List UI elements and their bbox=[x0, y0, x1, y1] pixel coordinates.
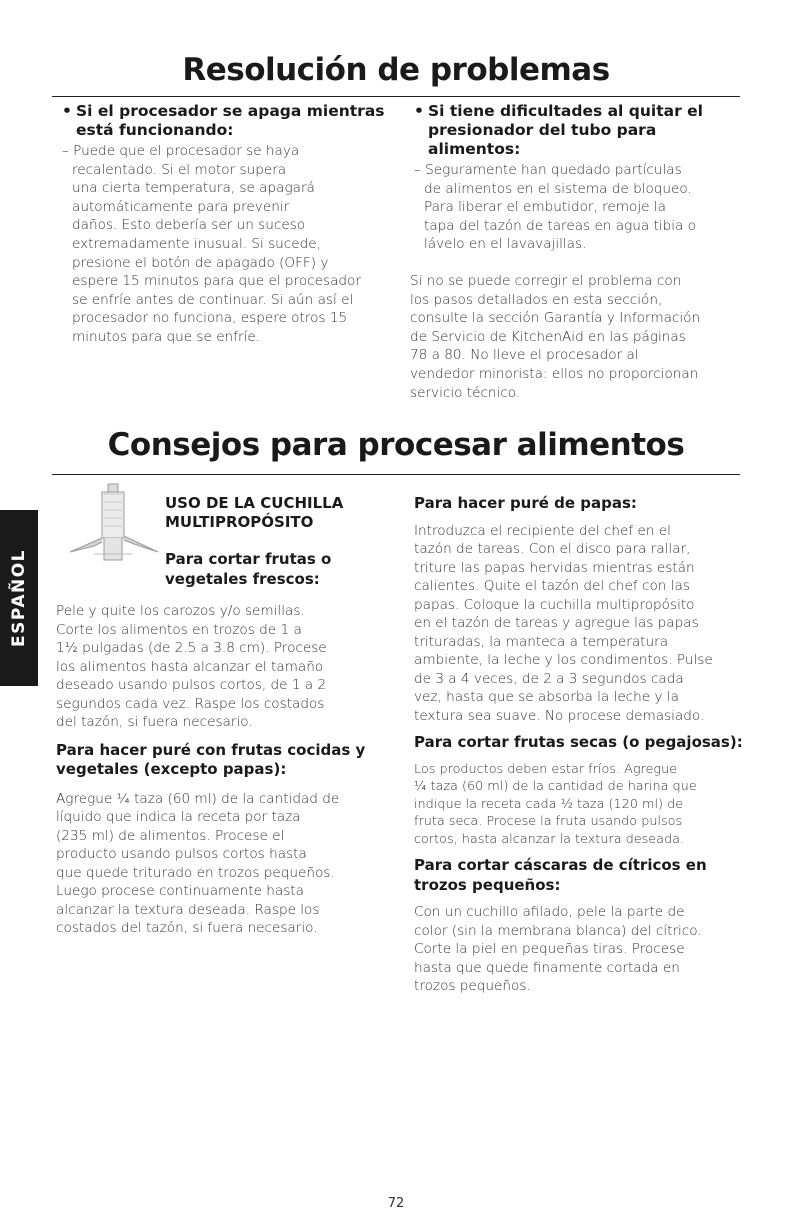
blade-heading-text: USO DE LA CUCHILLA MULTIPROPÓSITO bbox=[165, 494, 344, 531]
bullet-icon: • bbox=[414, 102, 424, 120]
shutdown-text: – Puede que el procesador se haya recalentado. Si el motor supera una cierta temperatura, se apagará automáticamente para prevenir daños. Esto debería ser un suceso extremadamente inusual. Si sucede, presione el botón de apagado (OFF) y espere 15 minutos para que el procesador se enfríe antes de continuar. Si aún así el procesador no funciona, espere otros 15 minutos para que se enfríe. bbox=[62, 143, 361, 345]
fresh-produce-text: Pele y quite los carozos y/o semillas. Corte los alimentos en trozos de 1 a 1½ pulgadas (de 2.5 a 3.8 cm). Procese los alimentos hasta alcanzar el tamaño deseado usando pulsos cortos, de 1 a 2 segundos cada vez. Raspe los costados del tazón, si fuera necesario. bbox=[56, 603, 327, 730]
cooked-puree-text: Agregue ¼ taza (60 ml) de la cantidad de líquido que indica la receta por taza (235 ml) de alimentos. Procese el producto usando pulsos cortos hasta que quede triturado en trozos pequeños. Luego procese continuamente hasta alcanzar la textura deseada. Raspe los costados del tazón, si fuera necesario. bbox=[56, 790, 340, 936]
language-side-tab: ESPAÑOL bbox=[0, 510, 38, 686]
bullet-icon: • bbox=[62, 102, 72, 120]
section-title-troubleshooting: Resolución de problemas bbox=[182, 52, 610, 88]
bullet-heading-food-pusher: • Si tiene dificultades al quitar el presionador del tubo para alimentos: bbox=[414, 102, 703, 158]
blade-heading bbox=[165, 494, 385, 589]
tips-right-column bbox=[414, 494, 750, 996]
title-rule bbox=[52, 96, 740, 97]
dash-icon: – bbox=[62, 143, 74, 159]
title-rule bbox=[52, 474, 740, 475]
cooked-puree-heading: Para hacer puré con frutas cocidas y vegetales (excepto papas): bbox=[56, 740, 366, 778]
bullet-heading-shutdown: • Si el procesador se apaga mientras está funcionando: bbox=[62, 102, 385, 139]
troubleshoot-right-column bbox=[410, 102, 750, 402]
dried-fruit-text: Los productos deben estar fríos. Agregue ¼ taza (60 ml) de la cantidad de harina que indique la receta cada ½ taza (120 ml) de fruta seca. Procese la fruta usando pulsos cortos, hasta alcanzar la textura deseada. bbox=[414, 761, 697, 847]
troubleshoot-left-column bbox=[58, 102, 388, 347]
tips-left-column bbox=[56, 602, 391, 938]
citrus-peel-heading: Para cortar cáscaras de cítricos en trozos pequeños: bbox=[414, 856, 707, 894]
dash-icon: – bbox=[414, 162, 426, 178]
potato-puree-heading: Para hacer puré de papas: bbox=[414, 494, 637, 512]
fresh-produce-heading: Para cortar frutas o vegetales frescos: bbox=[165, 550, 332, 588]
service-note: Si no se puede corregir el problema con los pasos detallados en esta sección, consulte la sección Garantía y Información de Servicio de KitchenAid en las páginas 78 a 80. No lleve el procesador al vendedor minorista: ellos no proporcionan servicio técnico. bbox=[410, 272, 701, 401]
section-title-tips: Consejos para procesar alimentos bbox=[107, 427, 685, 463]
multipurpose-blade-icon bbox=[64, 482, 164, 574]
potato-puree-text: Introduzca el recipiente del chef en el tazón de tareas. Con el disco para rallar, triture las papas hervidas mientras están calientes. Quite el tazón del chef con las papas. Coloque la cuchilla multipropósito en el tazón de tareas y agregue las papas trituradas, la manteca a temperatura ambiente, la leche y los condimentos. Pulse de 3 a 4 veces, de 2 a 3 segundos cada vez, hasta que se absorba la leche y la textura sea suave. No procese demasiado. bbox=[414, 522, 713, 724]
citrus-peel-text: Con un cuchillo afilado, pele la parte de color (sin la membrana blanca) del cítrico. Corte la piel en pequeñas tiras. Procese hasta que quede finamente cortada en trozos pequeños. bbox=[414, 904, 702, 994]
food-pusher-text: – Seguramente han quedado partículas de alimentos en el sistema de bloqueo. Para liberar el embutidor, remoje la tapa del tazón de tareas en agua tibia o lávelo en el lavavajillas. bbox=[414, 162, 696, 253]
dried-fruit-heading: Para cortar frutas secas (o pegajosas): bbox=[414, 733, 743, 751]
page-number: 72 bbox=[387, 1196, 405, 1211]
